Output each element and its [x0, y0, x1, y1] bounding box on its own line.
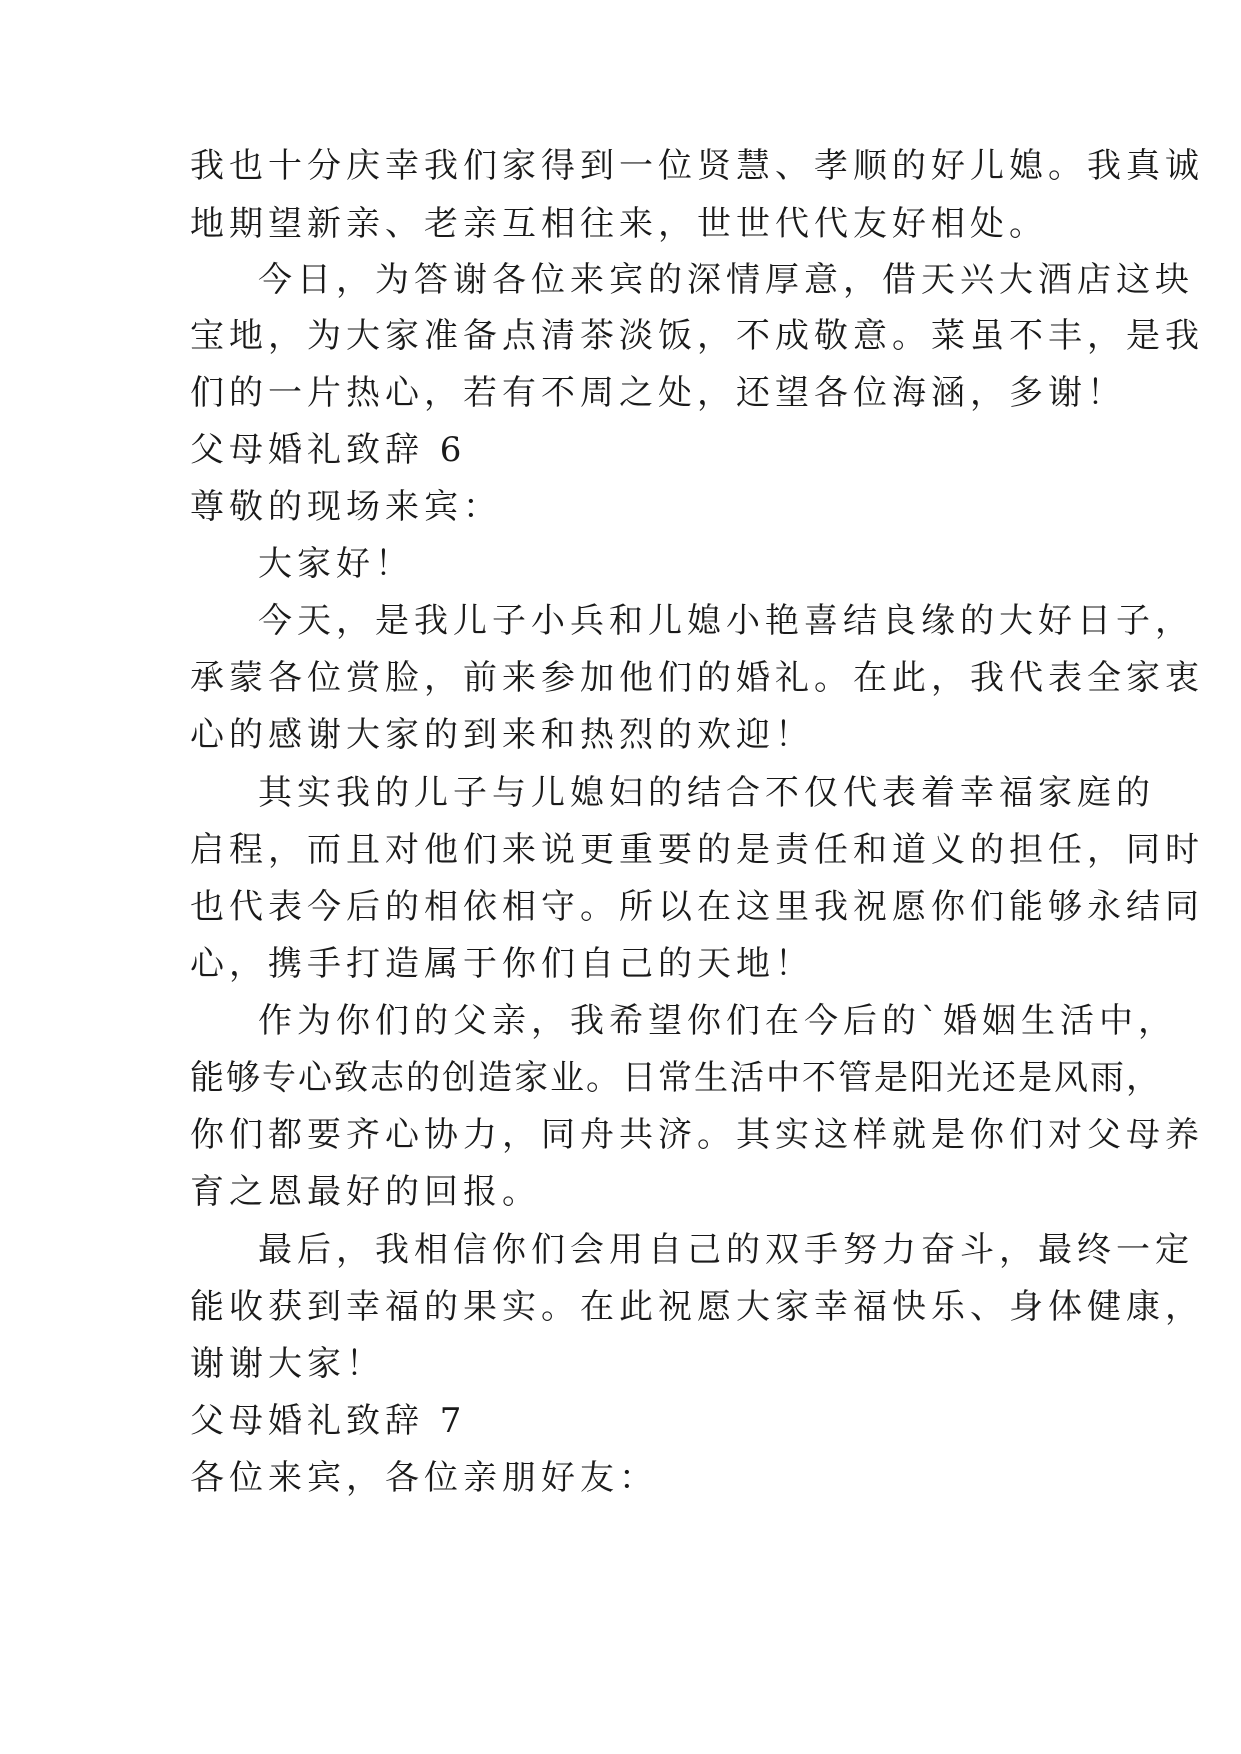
paragraph-line: 心，携手打造属于你们自己的天地！	[190, 944, 814, 984]
paragraph-line: 承蒙各位赏脸，前来参加他们的婚礼。在此，我代表全家衷	[190, 658, 1204, 698]
paragraph-line: 谢谢大家！	[190, 1344, 385, 1384]
paragraph-line: 能够专心致志的创造家业。日常生活中不管是阳光还是风雨，	[190, 1058, 1162, 1098]
paragraph-line: 其实我的儿子与儿媳妇的结合不仅代表着幸福家庭的	[258, 773, 1155, 813]
section-heading: 父母婚礼致辞 6	[190, 430, 467, 470]
paragraph-line: 们的一片热心，若有不周之处，还望各位海涵，多谢！	[190, 373, 1126, 413]
paragraph-line: 心的感谢大家的到来和热烈的欢迎！	[190, 715, 814, 755]
paragraph-line: 地期望新亲、老亲互相往来，世世代代友好相处。	[190, 204, 1048, 244]
greeting: 大家好！	[258, 544, 414, 584]
salutation: 各位来宾，各位亲朋好友：	[190, 1458, 658, 1498]
salutation: 尊敬的现场来宾：	[190, 487, 502, 527]
paragraph-line: 今天，是我儿子小兵和儿媳小艳喜结良缘的大好日子，	[258, 601, 1194, 641]
section-heading: 父母婚礼致辞 7	[190, 1401, 467, 1441]
paragraph-line: 你们都要齐心协力，同舟共济。其实这样就是你们对父母养	[190, 1115, 1204, 1155]
paragraph-line: 也代表今后的相依相守。所以在这里我祝愿你们能够永结同	[190, 887, 1204, 927]
paragraph-line: 育之恩最好的回报。	[190, 1172, 541, 1212]
paragraph-line: 能收获到幸福的果实。在此祝愿大家幸福快乐、身体健康，	[190, 1287, 1204, 1327]
paragraph-line: 我也十分庆幸我们家得到一位贤慧、孝顺的好儿媳。我真诚	[190, 146, 1204, 186]
paragraph-line: 作为你们的父亲，我希望你们在今后的`婚姻生活中，	[258, 1001, 1177, 1041]
paragraph-line: 最后，我相信你们会用自己的双手努力奋斗，最终一定	[258, 1230, 1194, 1270]
paragraph-line: 启程，而且对他们来说更重要的是责任和道义的担任，同时	[190, 830, 1204, 870]
paragraph-line: 宝地，为大家准备点清茶淡饭，不成敬意。菜虽不丰，是我	[190, 316, 1204, 356]
paragraph-line: 今日，为答谢各位来宾的深情厚意，借天兴大酒店这块	[258, 260, 1194, 300]
